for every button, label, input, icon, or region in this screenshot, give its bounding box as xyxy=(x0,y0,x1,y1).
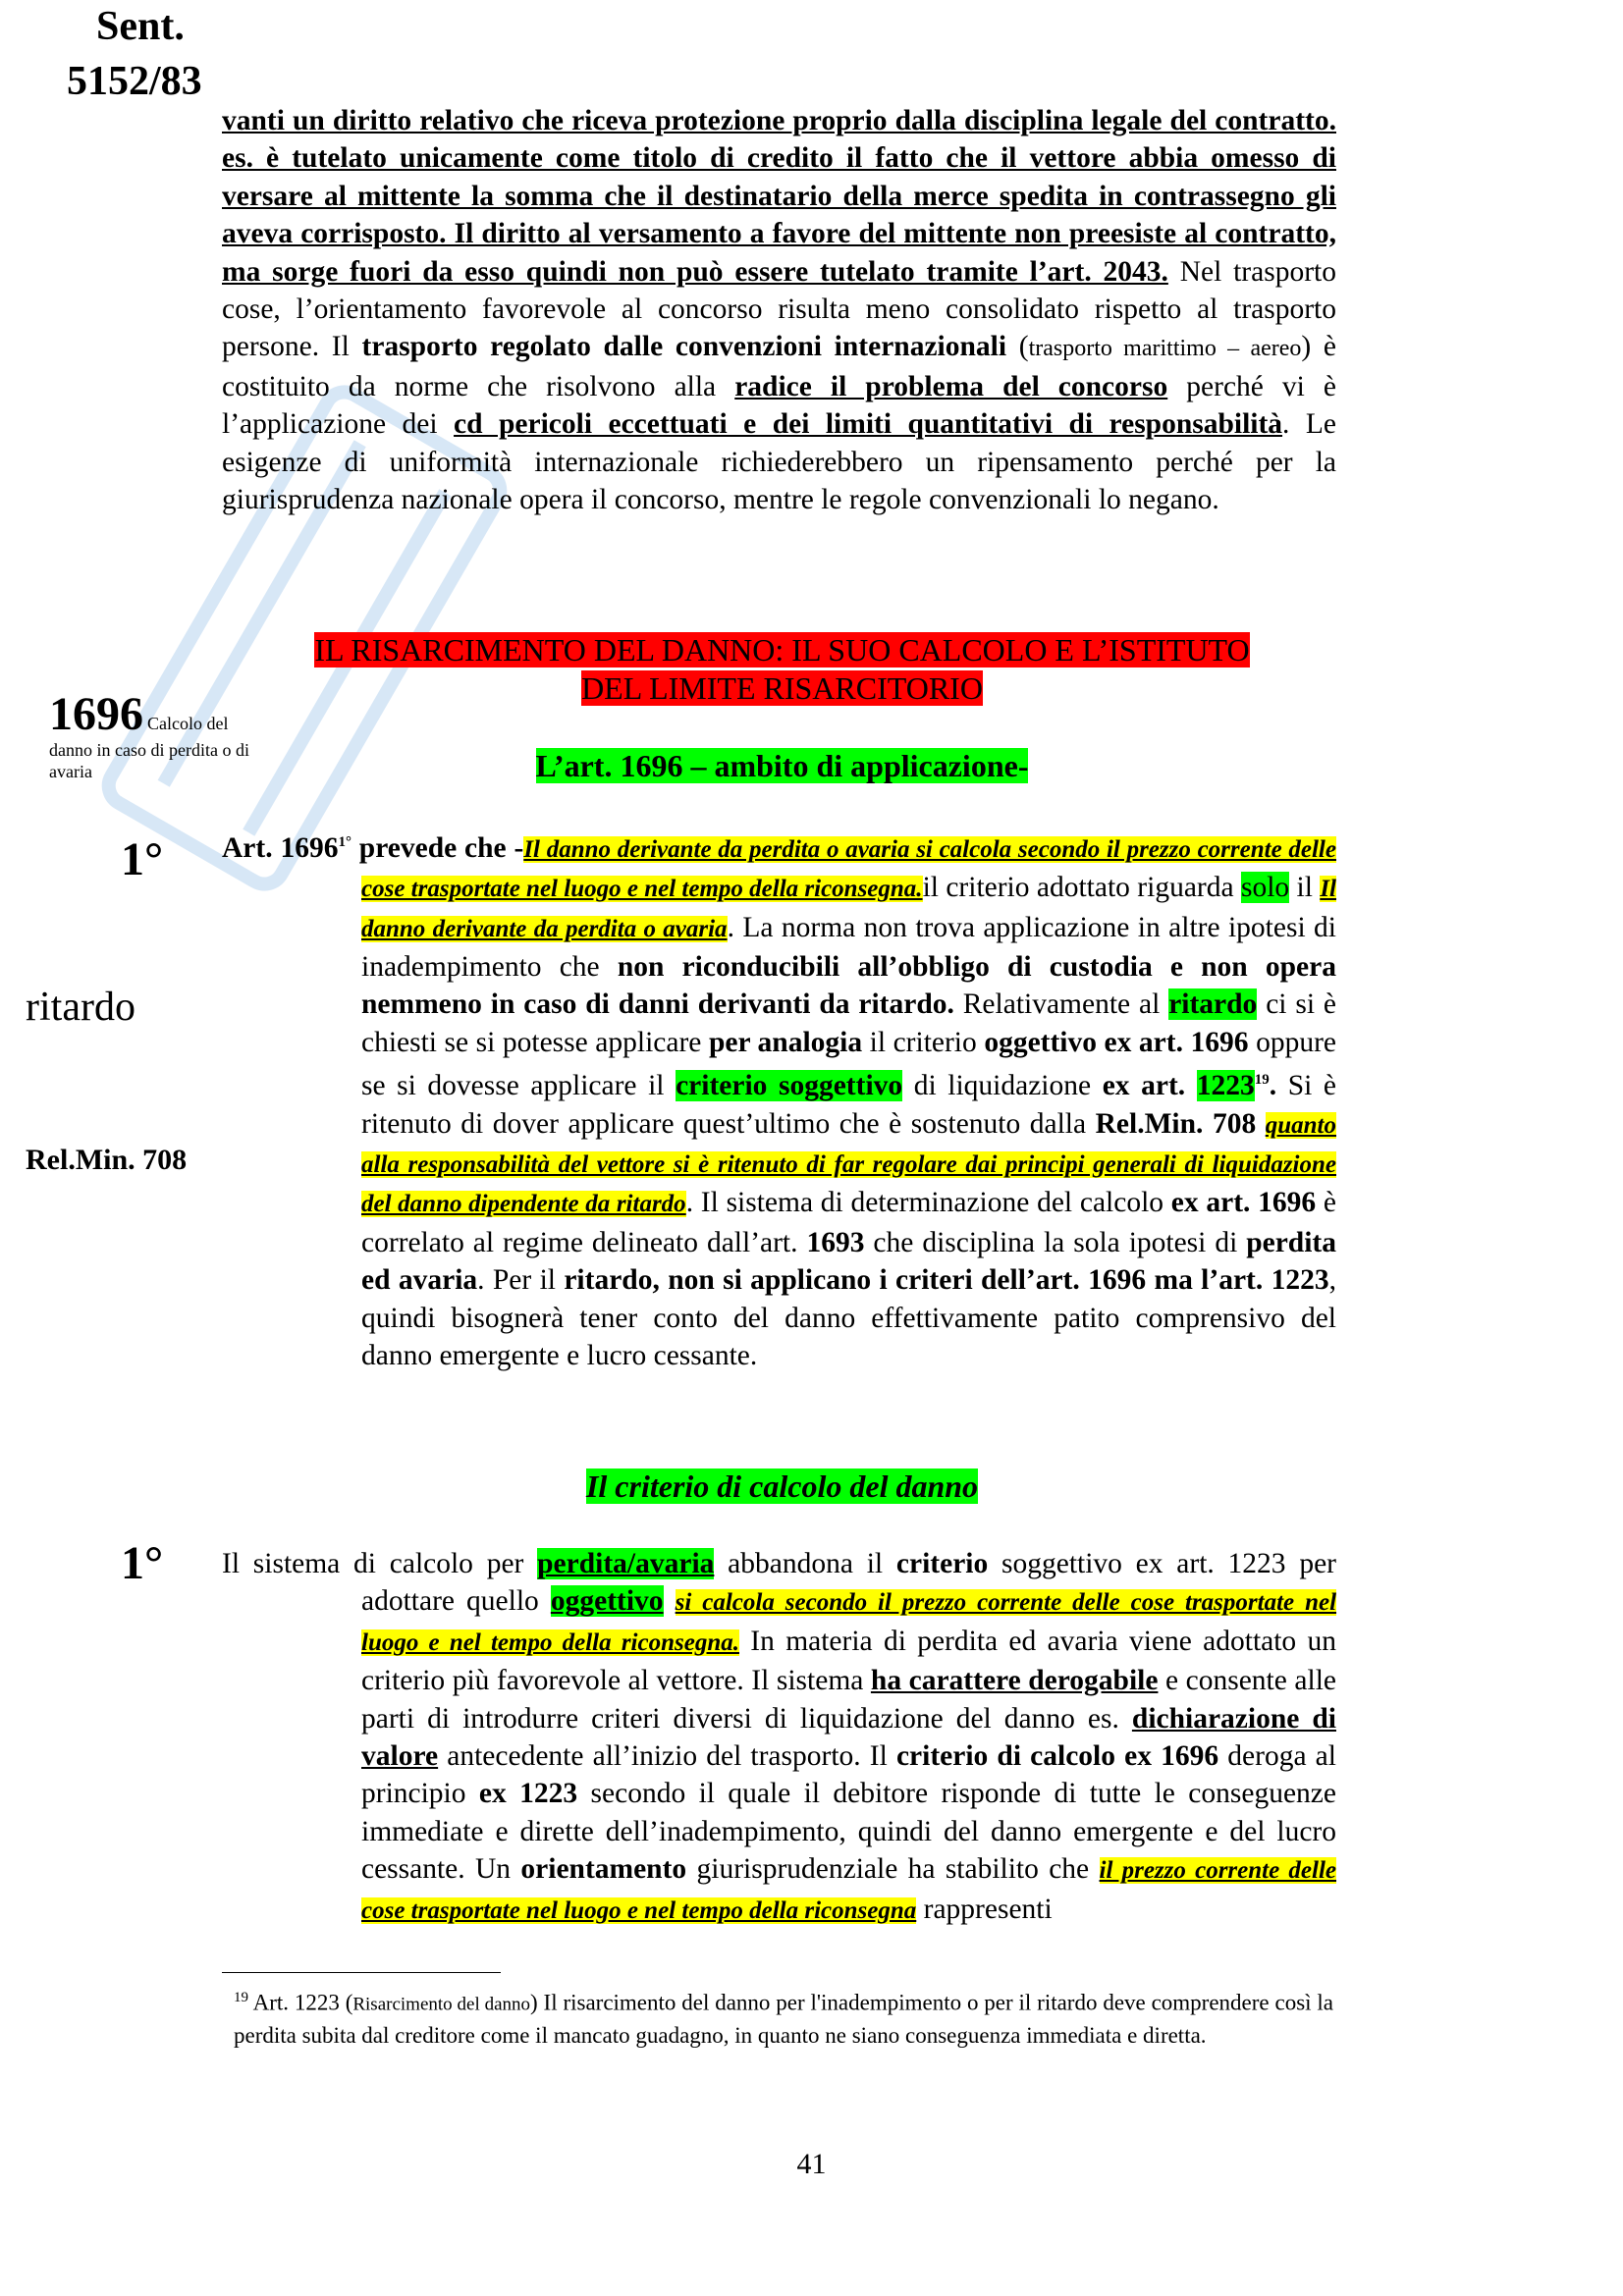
margin-art-number: 1696 xyxy=(49,688,143,740)
margin-art-1696 xyxy=(49,687,275,782)
section-heading-red: IL RISARCIMENTO DEL DANNO: IL SUO CALCOLO E L’ISTITUTO DEL LIMITE RISARCITORIO xyxy=(314,632,1250,706)
margin-second-mark: 1° xyxy=(121,1537,164,1589)
article-1696-paragraph: Art. $1696^{1^\circ}$ prevede che -Il danno derivante da perdita o avaria si calcola secondo il prezzo corrente delle cose trasportate nel luogo e nel tempo della riconsegna.il criterio adottato riguarda solo il Il danno derivante da perdita o avaria. La norma non trova applicazione in altre ipotesi di inadempimento che non riconducibili all’obbligo di custodia e non opera nemmeno in caso di danni derivanti da ritardo. Relativamente al ritardo ci si è chiesti se si potesse applicare per analogia il criterio oggettivo ex art. 1696 oppure se si dovesse applicare il criterio soggettivo di liquidazione ex art. 1223$^{19}$. Si è ritenuto di dover applicare quest’ultimo che è sostenuto dalla Rel.Min. 708 quanto alla responsabilità del vettore si è ritenuto di far regolare dai principi generali di liquidazione del danno dipendente da ritardo. Il sistema di determinazione del calcolo ex art. 1696 è correlato al regime delineato dall’art. 1693 che disciplina la sola ipotesi di perdita ed avaria. Per il ritardo, non si applicano i criteri dell’art. 1696 ma l’art. 1223, quindi bisognerà tener conto del danno effettivamente patito comprensivo del danno emergente e lucro cessante. xyxy=(222,831,1337,1371)
subheading-criterio: Il criterio di calcolo del danno xyxy=(585,1468,979,1504)
margin-sent-label: Sent. xyxy=(96,4,185,49)
subheading-ambito: L’art. 1696 – ambito di applicazione- xyxy=(535,748,1029,783)
margin-sent-number: 5152/83 xyxy=(67,59,202,104)
footnote-separator xyxy=(222,1972,501,1973)
page-number: 41 xyxy=(796,2148,827,2180)
margin-art-caption-2: danno in caso di perdita o di avaria xyxy=(49,740,249,781)
margin-art-caption: Calcolo del xyxy=(147,714,229,733)
footnote: $^{19}$ Art. 1223 (Risarcimento del danno) Il risarcimento del danno per l'inadempimento o per il ritardo deve comprendere così la perdita subita dal creditore come il mancato guadagno, in quanto ne siano conseguenza immediata e diretta. xyxy=(234,1990,1333,2048)
margin-ritardo: ritardo xyxy=(26,985,135,1030)
footnote-number: 19 xyxy=(234,1990,248,2005)
margin-first-mark: 1° xyxy=(121,833,164,885)
intro-paragraph: vanti un diritto relativo che riceva protezione proprio dalla disciplina legale del contratto. es. è tutelato unicamente come titolo di credito il fatto che il vettore abbia omesso di versare al mittente la somma che il destinatario della merce spedita in contrassegno gli aveva corrisposto. Il diritto al versamento a favore del mittente non preesiste al contratto, ma sorge fuori da esso quindi non può essere tutelato tramite l’art. 2043. Nel trasporto cose, l’orientamento favorevole al concorso risulta meno consolidato rispetto al trasporto persone. Il trasporto regolato dalle convenzioni internazionali (trasporto marittimo – aereo) è costituito da norme che risolvono alla radice il problema del concorso perché vi è l’applicazione dei cd pericoli eccettuati e dei limiti quantitativi di responsabilità. Le esigenze di uniformità internazionale richiederebbero un ripensamento perché per la giurisprudenza nazionale opera il concorso, mentre le regole convenzionali lo negano. xyxy=(222,105,1337,516)
criterio-paragraph: Il sistema di calcolo per perdita/avaria abbandona il criterio soggettivo ex art. 1223 per adottare quello oggettivo si calcola secondo il prezzo corrente delle cose trasportate nel luogo e nel tempo della riconsegna. In materia di perdita ed avaria viene adottato un criterio più favorevole al vettore. Il sistema ha carattere derogabile e consente alle parti di introdurre criteri diversi di liquidazione del danno es. dichiarazione di valore antecedente all’inizio del trasporto. Il criterio di calcolo ex 1696 deroga al principio ex 1223 secondo il quale il debitore risponde di tutte le conseguenze immediate e dirette dell’inadempimento, quindi del danno emergente e del lucro cessante. Un orientamento giurisprudenziale ha stabilito che il prezzo corrente delle cose trasportate nel luogo e nel tempo della riconsegna rappresenti xyxy=(222,1548,1337,1925)
margin-relmin: Rel.Min. 708 xyxy=(26,1144,188,1176)
